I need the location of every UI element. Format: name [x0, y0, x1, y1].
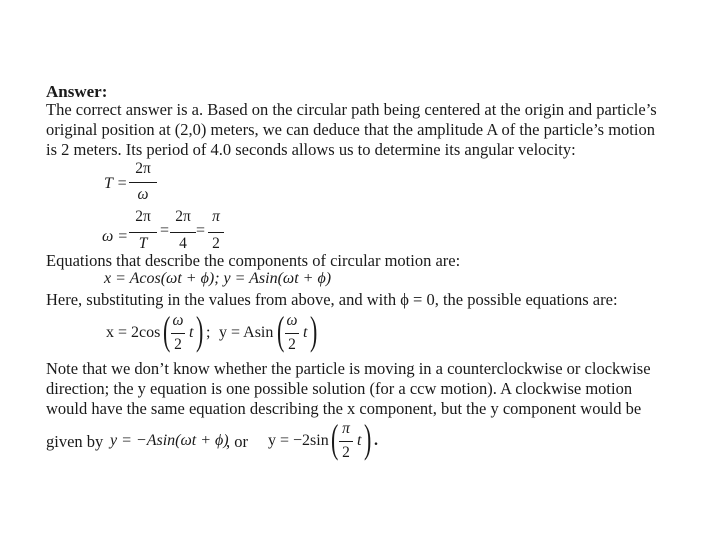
- omega-f1-numerator: 2π: [135, 208, 151, 225]
- line4-mid: , or: [226, 432, 248, 451]
- paragraph-4-line-1: Note that we don’t know whether the particle is moving in a counterclockwise or clockwise: [46, 359, 651, 378]
- possible-y-numerator: ω: [286, 312, 298, 329]
- omega-f3-numerator: π: [212, 208, 220, 225]
- possible-y-t: t: [303, 324, 308, 341]
- omega-f1-bar: [129, 232, 157, 233]
- line4-prefix: given by: [46, 432, 104, 451]
- possible-x-lhs: x = 2cos: [106, 324, 161, 341]
- line4-numerator: π: [342, 420, 350, 437]
- possible-x-t: t: [189, 324, 194, 341]
- line4-equation-2-lhs: y = −2sin: [268, 432, 329, 449]
- omega-equals-2: =: [196, 222, 206, 239]
- paragraph-1-line-3: is 2 meters. Its period of 4.0 seconds allows us to determine its angular velocity:: [46, 140, 576, 159]
- possible-x-numerator: ω: [172, 312, 184, 329]
- line4-close-paren: ): [364, 416, 372, 461]
- possible-y-bar: [285, 333, 299, 334]
- possible-x-close-paren: ): [196, 308, 204, 353]
- period-denominator: ω: [137, 186, 149, 203]
- period-lhs: T =: [104, 175, 128, 192]
- paragraph-2: Equations that describe the components of circular motion are:: [46, 251, 461, 270]
- omega-f2-denominator: 4: [179, 235, 187, 252]
- paragraph-4-line-2: direction; the y equation is one possible solution (for a ccw motion). A clockwise motion: [46, 379, 633, 398]
- possible-x-bar: [171, 333, 185, 334]
- omega-f3-bar: [208, 232, 224, 233]
- possible-x-open-paren: (: [163, 308, 171, 353]
- line4-period: .: [374, 432, 378, 449]
- paragraph-3: Here, substituting in the values from above, and with ϕ = 0, the possible equations are:: [46, 290, 618, 309]
- omega-lhs: ω =: [102, 228, 129, 245]
- paragraph-1-line-2: original position at (2,0) meters, we can deduce that the amplitude A of the particle’s motion: [46, 120, 655, 139]
- equation-components: x = Acos(ωt + ϕ); y = Asin(ωt + ϕ): [104, 270, 332, 287]
- possible-y-open-paren: (: [277, 308, 285, 353]
- possible-y-close-paren: ): [310, 308, 318, 353]
- omega-f2-numerator: 2π: [175, 208, 191, 225]
- line4-open-paren: (: [331, 416, 339, 461]
- line4-equation-1: y = −Asin(ωt + ϕ): [110, 432, 229, 449]
- omega-f3-denominator: 2: [212, 235, 220, 252]
- answer-heading: Answer:: [46, 82, 108, 101]
- possible-separator: ;: [206, 324, 211, 341]
- period-fraction-bar: [129, 182, 157, 183]
- possible-y-denominator: 2: [288, 336, 296, 353]
- omega-f2-bar: [170, 232, 196, 233]
- line4-bar: [339, 441, 353, 442]
- period-numerator: 2π: [135, 160, 151, 177]
- possible-y-lhs: y = Asin: [219, 324, 274, 341]
- paragraph-1-line-1: The correct answer is a. Based on the circular path being centered at the origin and particle’s: [46, 100, 657, 119]
- omega-equals-1: =: [160, 222, 170, 239]
- line4-t: t: [357, 432, 362, 449]
- omega-f1-denominator: T: [138, 235, 148, 252]
- line4-denominator: 2: [342, 444, 350, 461]
- possible-x-denominator: 2: [174, 336, 182, 353]
- paragraph-4-line-3: would have the same equation describing the x component, but the y component would be: [46, 399, 642, 418]
